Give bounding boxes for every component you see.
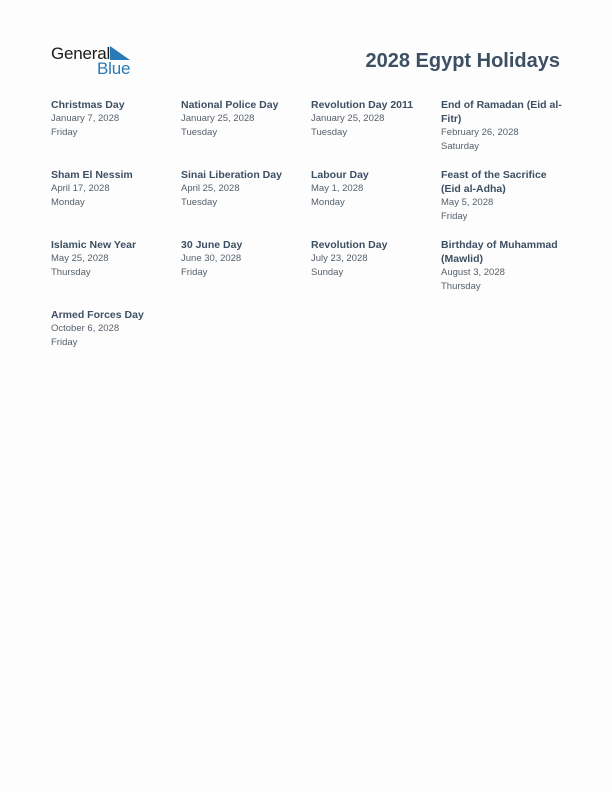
holiday-date: May 25, 2028 (51, 253, 109, 264)
holiday-item (181, 98, 311, 168)
logo-triangle-icon (110, 46, 130, 60)
generalblue-logo (51, 44, 141, 78)
holiday-date: October 6, 2028 (51, 323, 120, 334)
holiday-name: Labour Day (311, 169, 369, 181)
holiday-item (311, 168, 441, 238)
holiday-name: 30 June Day (181, 239, 243, 251)
holiday-weekday: Tuesday (181, 197, 218, 208)
holiday-item (51, 98, 181, 168)
holiday-name: Islamic New Year (51, 239, 137, 251)
holiday-name: End of Ramadan (Eid al-Fitr) (441, 99, 562, 125)
holiday-grid (51, 98, 571, 378)
holiday-date: April 17, 2028 (51, 183, 110, 194)
logo-text-general: General (51, 44, 111, 63)
holiday-weekday: Friday (181, 267, 208, 278)
holiday-row (51, 168, 571, 238)
holiday-name: Sinai Liberation Day (181, 169, 282, 181)
holiday-weekday: Monday (311, 197, 345, 208)
holiday-item (181, 168, 311, 238)
holiday-date: June 30, 2028 (181, 253, 242, 264)
holiday-date: May 5, 2028 (441, 197, 494, 208)
logo-text-blue: Blue (97, 59, 131, 78)
holiday-item (181, 238, 311, 308)
holiday-weekday: Friday (441, 211, 468, 222)
holiday-date: January 25, 2028 (311, 113, 385, 124)
holiday-name: Feast of the Sacrifice (Eid al-Adha) (441, 169, 547, 195)
holiday-name: National Police Day (181, 99, 279, 111)
holiday-date: August 3, 2028 (441, 267, 505, 278)
holiday-name: Armed Forces Day (51, 309, 144, 321)
holiday-date: April 25, 2028 (181, 183, 240, 194)
holiday-weekday: Friday (51, 337, 78, 348)
holiday-row (51, 308, 571, 378)
holiday-weekday: Friday (51, 127, 78, 138)
holiday-weekday: Sunday (311, 267, 344, 278)
holiday-item (51, 168, 181, 238)
holiday-item (441, 98, 571, 168)
holiday-date: January 7, 2028 (51, 113, 120, 124)
holiday-row (51, 98, 571, 168)
holiday-name: Sham El Nessim (51, 169, 133, 181)
holiday-weekday: Saturday (441, 141, 480, 152)
holiday-item (311, 98, 441, 168)
holiday-item (441, 168, 571, 238)
holiday-name: Christmas Day (51, 99, 125, 111)
holiday-name: Birthday of Muhammad (Mawlid) (441, 239, 558, 265)
holiday-name: Revolution Day (311, 239, 388, 251)
holiday-weekday: Thursday (441, 281, 481, 292)
holiday-date: January 25, 2028 (181, 113, 255, 124)
holiday-item (441, 238, 571, 308)
holiday-date: May 1, 2028 (311, 183, 364, 194)
holiday-date: February 26, 2028 (441, 127, 519, 138)
holiday-row (51, 238, 571, 308)
holiday-item (51, 238, 181, 308)
holiday-weekday: Tuesday (181, 127, 218, 138)
holiday-weekday: Thursday (51, 267, 91, 278)
holiday-weekday: Monday (51, 197, 85, 208)
page-title: 2028 Egypt Holidays (365, 50, 560, 72)
holiday-date: July 23, 2028 (311, 253, 368, 264)
holiday-weekday: Tuesday (311, 127, 348, 138)
holiday-item (311, 238, 441, 308)
holiday-item (51, 308, 181, 378)
holiday-name: Revolution Day 2011 (311, 99, 414, 111)
